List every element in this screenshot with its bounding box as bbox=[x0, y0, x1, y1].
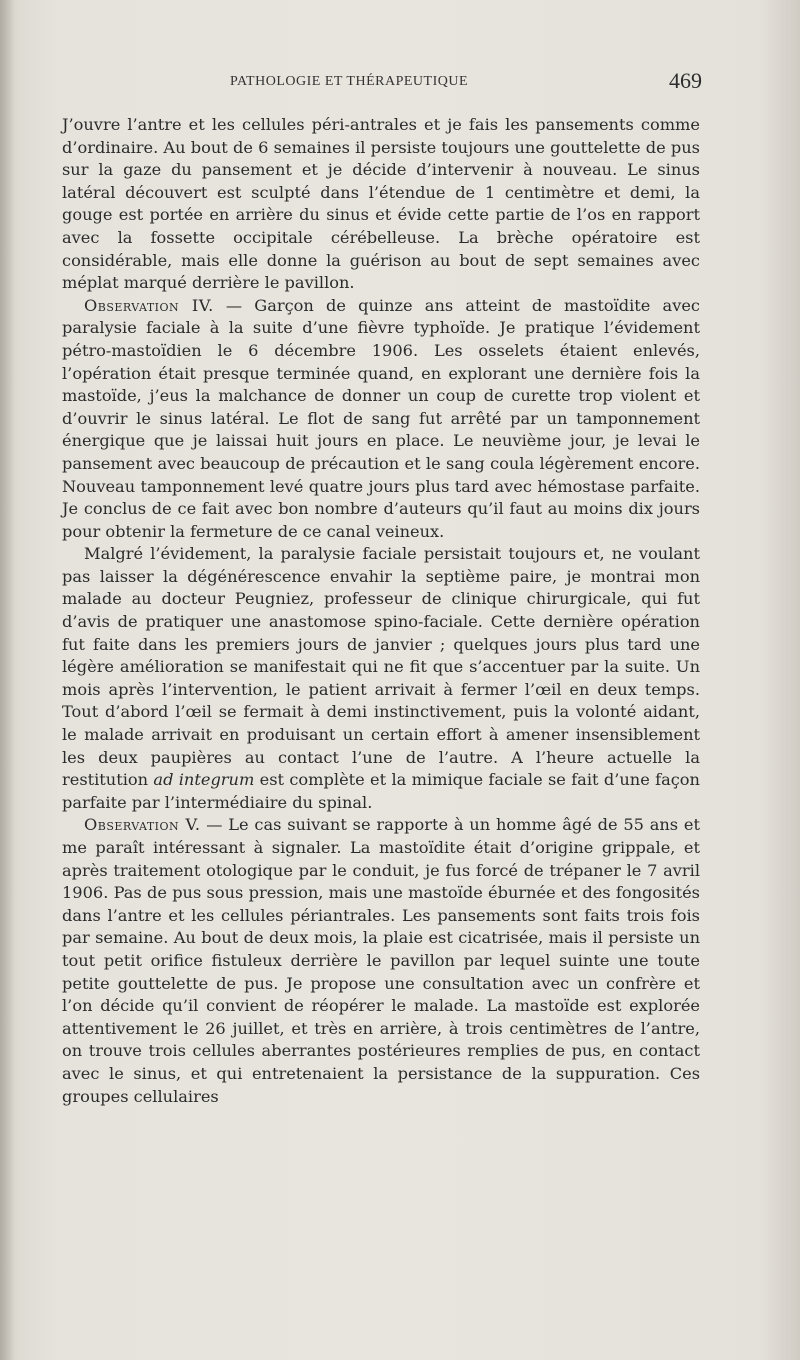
paragraph-text: Malgré l’évidement, la paralysie faciale persistait toujours et, ne voulant pas laisser la dégénérescence envahir la septième paire, je montrai mon malade au docteur Peugniez, professeur de clinique chirurgicale, qui fut d’avis de pratiquer une anastomose spino-faciale. Cette dernière opération fut faite dans les premiers jours de janvier ; quelques jours plus tard une légère amélioration se manifestait qui ne fit que s’accentuer par la suite. Un mois après l’intervention, le patient arrivait à fermer l’œil en deux temps. Tout d’abord l’œil se fermait à demi instinctivement, puis la volonté aidant, le malade arrivait en produisant un certain effort à amener insensiblement les deux paupières au contact l’une de l’autre. A l’heure actuelle la restitution bbox=[62, 544, 700, 790]
paragraph-observation-v bbox=[62, 814, 700, 1108]
body-text bbox=[62, 114, 700, 1108]
observation-heading: Observation V. bbox=[84, 815, 201, 835]
paragraph-text: est complète et la mimique faciale se fait d’une façon parfaite par l’intermédiaire du spinal. bbox=[62, 770, 700, 812]
paragraph-observation-iv bbox=[62, 295, 700, 544]
paragraph-continuation bbox=[62, 114, 700, 295]
running-head bbox=[60, 68, 702, 98]
page-number: 469 bbox=[669, 68, 702, 93]
running-title: PATHOLOGIE ET THÉRAPEUTIQUE bbox=[230, 74, 469, 89]
paragraph-anastomose bbox=[62, 543, 700, 814]
latin-phrase: ad integrum bbox=[153, 770, 255, 790]
page-binding-shadow bbox=[0, 0, 14, 1360]
paragraph-text: J’ouvre l’antre et les cellules péri-antrales et je fais les pansements comme d’ordinaire. Au bout de 6 semaines il persiste toujours une gouttelette de pus sur la gaze du pansement et je décide d’intervenir à nouveau. Le sinus latéral découvert est sculpté dans l’étendue de 1 centimètre et demi, la gouge est portée en arrière du sinus et évide cette partie de l’os en rapport avec la fossette occipitale cérébelleuse. La brèche opératoire est considérable, mais elle donne la guérison au bout de sept semaines avec méplat marqué derrière le pavillon. bbox=[62, 115, 700, 293]
observation-heading: Observation IV. bbox=[84, 295, 214, 315]
paragraph-text: — Garçon de quinze ans atteint de mastoïdite avec paralysie faciale à la suite d’une fièvre typhoïde. Je pratique l’évidement pétro-mastoïdien le 6 décembre 1906. Les osselets étaient enlevés, l’opération était presque terminée quand, en explorant une dernière fois la mastoïde, j’eus la malchance de donner un coup de curette trop violent et d’ouvrir le sinus latéral. Le flot de sang fut arrêté par un tamponnement énergique que je laissai huit jours en place. Le neuvième jour, je levai le pansement avec beaucoup de précaution et le sang coula légèrement encore. Nouveau tamponnement levé quatre jours plus tard avec hémostase parfaite. Je conclus de ce fait avec bon nombre d’auteurs qu’il faut au moins dix jours pour obtenir la fermeture de ce canal veineux. bbox=[62, 295, 700, 541]
paragraph-text: — Le cas suivant se rapporte à un homme âgé de 55 ans et me paraît intéressant à signaler. La mastoïdite était d’origine grippale, et après traitement otologique par le conduit, je fus forcé de trépaner le 7 avril 1906. Pas de pus sous pression, mais une mastoïde éburnée et des fongosités dans l’antre et les cellules périantrales. Les pansements sont faits trois fois par semaine. Au bout de deux mois, la plaie est cicatrisée, mais il persiste un tout petit orifice fistuleux derrière le pavillon par lequel suinte une toute petite gouttelette de pus. Je propose une consultation avec un confrère et l’on décide qu’il convient de réopérer le malade. La mastoïde est explorée attentivement le 26 juillet, et très en arrière, à trois centimètres de l’antre, on trouve trois cellules aberrantes postérieures remplies de pus, en contact avec le sinus, et qui entretenaient la persistance de la suppuration. Ces groupes cellulaires bbox=[62, 815, 700, 1106]
